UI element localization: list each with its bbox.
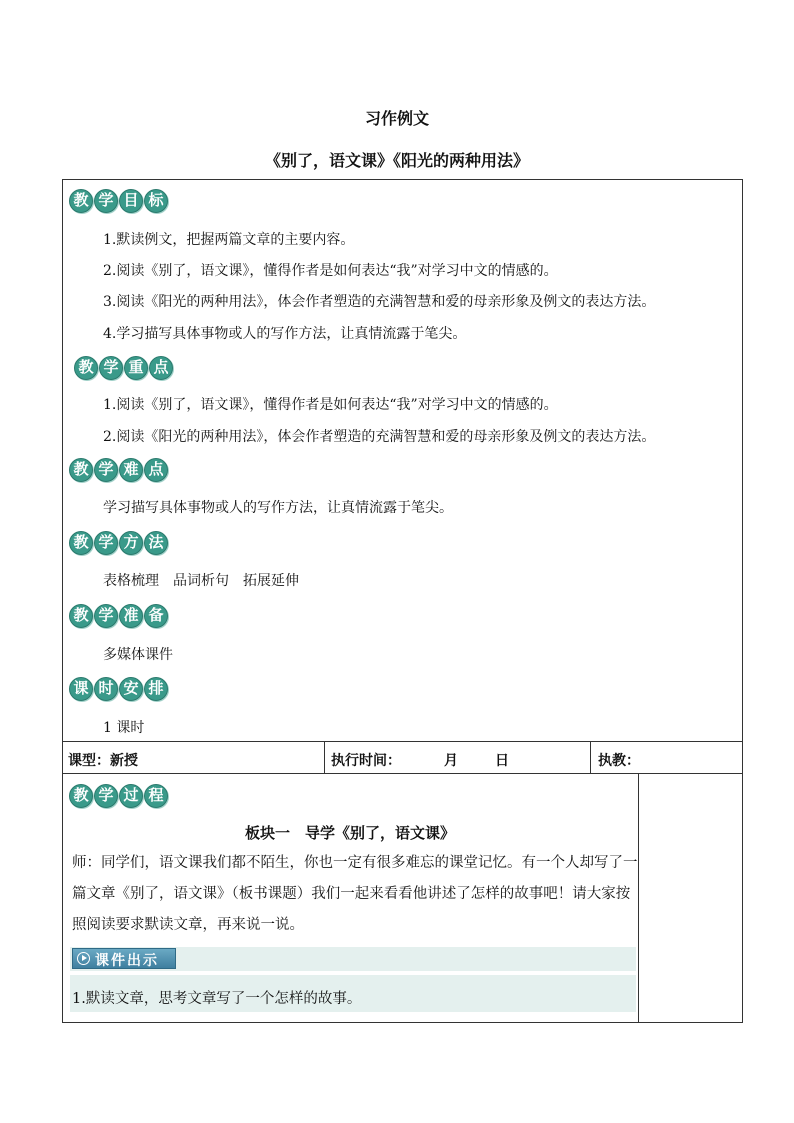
column-divider [590, 741, 591, 773]
section-title: 板块一 导学《别了，语文课》 [244, 824, 455, 842]
goal-item: 2.阅读《别了，语文课》，懂得作者是如何表达“我”对学习中文的情感的。 [103, 263, 558, 279]
badge-char: 排 [144, 677, 168, 701]
badge-char: 时 [94, 677, 118, 701]
badge-difficulties [69, 458, 168, 482]
badge-char: 备 [144, 604, 168, 628]
execution-time-label: 执行时间： [331, 753, 401, 769]
badge-char: 学 [94, 189, 118, 213]
goal-item: 4.学习描写具体事物或人的写作方法，让真情流露于笔尖。 [103, 326, 467, 342]
badge-char: 教 [69, 458, 93, 482]
badge-char: 法 [144, 531, 168, 555]
column-divider [638, 773, 639, 1023]
badge-char: 教 [69, 189, 93, 213]
badge-char: 教 [69, 531, 93, 555]
lesson-type [68, 750, 138, 770]
badge-char: 教 [69, 784, 93, 808]
badge-char: 教 [69, 604, 93, 628]
courseware-label: 课件出示 [95, 953, 159, 969]
badge-char: 难 [119, 458, 143, 482]
courseware-tab [72, 948, 176, 969]
badge-char: 课 [69, 677, 93, 701]
badge-char: 教 [74, 356, 98, 380]
badge-char: 点 [149, 356, 173, 380]
badge-preparation [69, 604, 168, 628]
badge-char: 学 [99, 356, 123, 380]
badge-char: 点 [144, 458, 168, 482]
badge-char: 安 [119, 677, 143, 701]
badge-char: 目 [119, 189, 143, 213]
row-divider [62, 741, 743, 742]
courseware-item: 1.默读文章，思考文章写了一个怎样的故事。 [72, 991, 362, 1007]
badge-char: 标 [144, 189, 168, 213]
difficulty-text: 学习描写具体事物或人的写作方法，让真情流露于笔尖。 [103, 500, 453, 516]
badge-goals [69, 189, 168, 213]
badge-char: 程 [144, 784, 168, 808]
badge-char: 学 [94, 458, 118, 482]
play-icon [77, 952, 90, 965]
badge-char: 学 [94, 531, 118, 555]
badge-char: 学 [94, 604, 118, 628]
key-point-item: 1.阅读《别了，语文课》，懂得作者是如何表达“我”对学习中文的情感的。 [103, 397, 558, 413]
badge-char: 准 [119, 604, 143, 628]
day-label: 日 [495, 753, 509, 769]
execution-time [331, 750, 401, 770]
badge-char: 方 [119, 531, 143, 555]
schedule-text: 1 课时 [103, 720, 145, 736]
badge-key-points [74, 356, 173, 380]
column-divider [324, 741, 325, 773]
month-label: 月 [444, 753, 458, 769]
badge-char: 过 [119, 784, 143, 808]
badge-char: 重 [124, 356, 148, 380]
preparation-text: 多媒体课件 [103, 647, 173, 663]
lesson-type-value: 新授 [110, 753, 138, 769]
teacher-paragraph: 师：同学们，语文课我们都不陌生，你也一定有很多难忘的课堂记忆。有一个人却写了一篇文章《别了，语文课》（板书课题）我们一起来看看他讲述了怎样的故事吧！请大家按照阅读要求默读文章，再来说一说。 [72, 855, 638, 933]
teacher-label: 执教： [598, 753, 640, 769]
badge-methods [69, 531, 168, 555]
badge-process [69, 784, 168, 808]
badge-char: 学 [94, 784, 118, 808]
badge-schedule [69, 677, 168, 701]
lesson-type-label: 课型： [68, 753, 110, 769]
methods-text: 表格梳理 品词析句 拓展延伸 [103, 573, 299, 589]
page-title: 习作例文 [364, 109, 429, 128]
goal-item: 3.阅读《阳光的两种用法》，体会作者塑造的充满智慧和爱的母亲形象及例文的表达方法。 [103, 294, 656, 310]
row-divider [62, 773, 743, 774]
page-subtitle: 《别了，语文课》《阳光的两种用法》 [264, 151, 529, 170]
goal-item: 1.默读例文，把握两篇文章的主要内容。 [103, 232, 355, 248]
key-point-item: 2.阅读《阳光的两种用法》，体会作者塑造的充满智慧和爱的母亲形象及例文的表达方法。 [103, 429, 656, 445]
